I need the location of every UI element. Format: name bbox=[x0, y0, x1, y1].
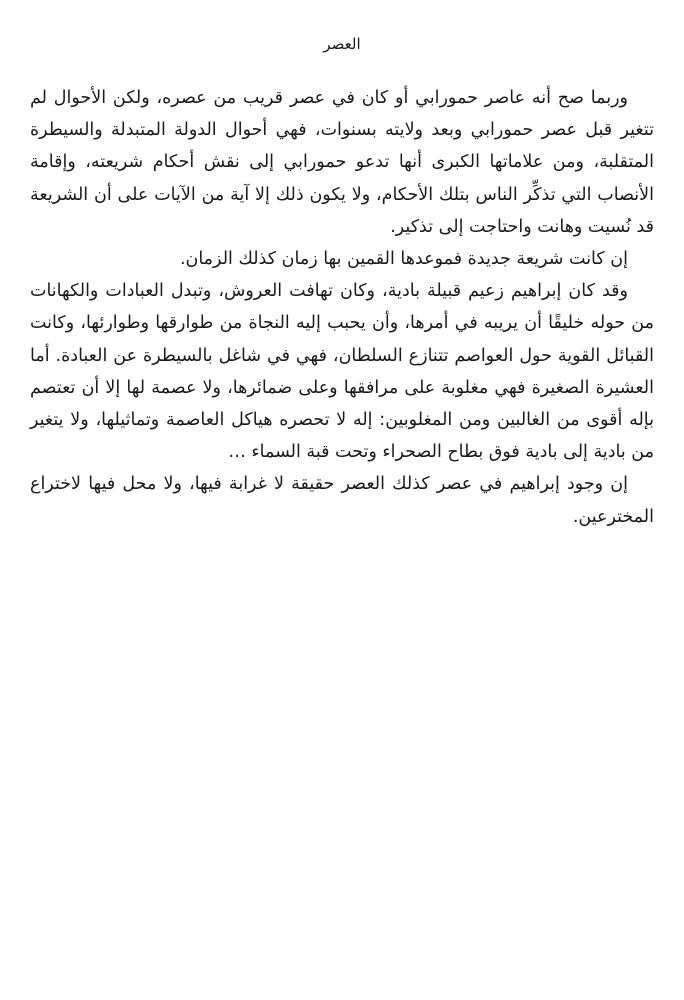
body-text bbox=[30, 82, 654, 533]
paragraph: وقد كان إبراهيم زعيم قبيلة بادية، وكان تهافت العروش، وتبدل العبادات والكهانات من حوله خليقًا أن يريبه في أمرها، وأن يحبب إليه النجاة من طوارقها وطوارئها، وكانت القبائل القوية حول العواصم تتنازع السلطان، فهي في شاغل بالسيطرة عن العبادة. أما العشيرة الصغيرة فهي مغلوبة على مرافقها وعلى ضمائرها، ولا عصمة لها إلا أن تعتصم بإله أقوى من الغالبين ومن المغلوبين: إله لا تحصره هياكل العاصمة وتماثيلها، ولا يتغير من بادية إلى بادية فوق بطاح الصحراء وتحت قبة السماء … bbox=[30, 281, 654, 463]
paragraph: وربما صح أنه عاصر حمورابي أو كان في عصر قريب من عصره، ولكن الأحوال لم تتغير قبل عصر حمورابي وبعد ولايته بسنوات، فهي أحوال الدولة المتبدلة والسيطرة المتقلبة، ومن علاماتها الكبرى أنها تدعو حمورابي إلى نقش أحكام شريعته، وإقامة الأنصاب التي تذكِّر الناس بتلك الأحكام، ولا يكون ذلك إلا آية من الآيات على أن الشريعة قد نُسيت وهانت واحتاجت إلى تذكير. bbox=[30, 88, 654, 237]
paragraph: إن وجود إبراهيم في عصر كذلك العصر حقيقة لا غرابة فيها، ولا محل فيها لاختراع المخترعين. bbox=[30, 474, 654, 527]
running-header: العصر bbox=[323, 35, 361, 53]
paragraph: إن كانت شريعة جديدة فموعدها القمين بها زمان كذلك الزمان. bbox=[179, 249, 628, 270]
